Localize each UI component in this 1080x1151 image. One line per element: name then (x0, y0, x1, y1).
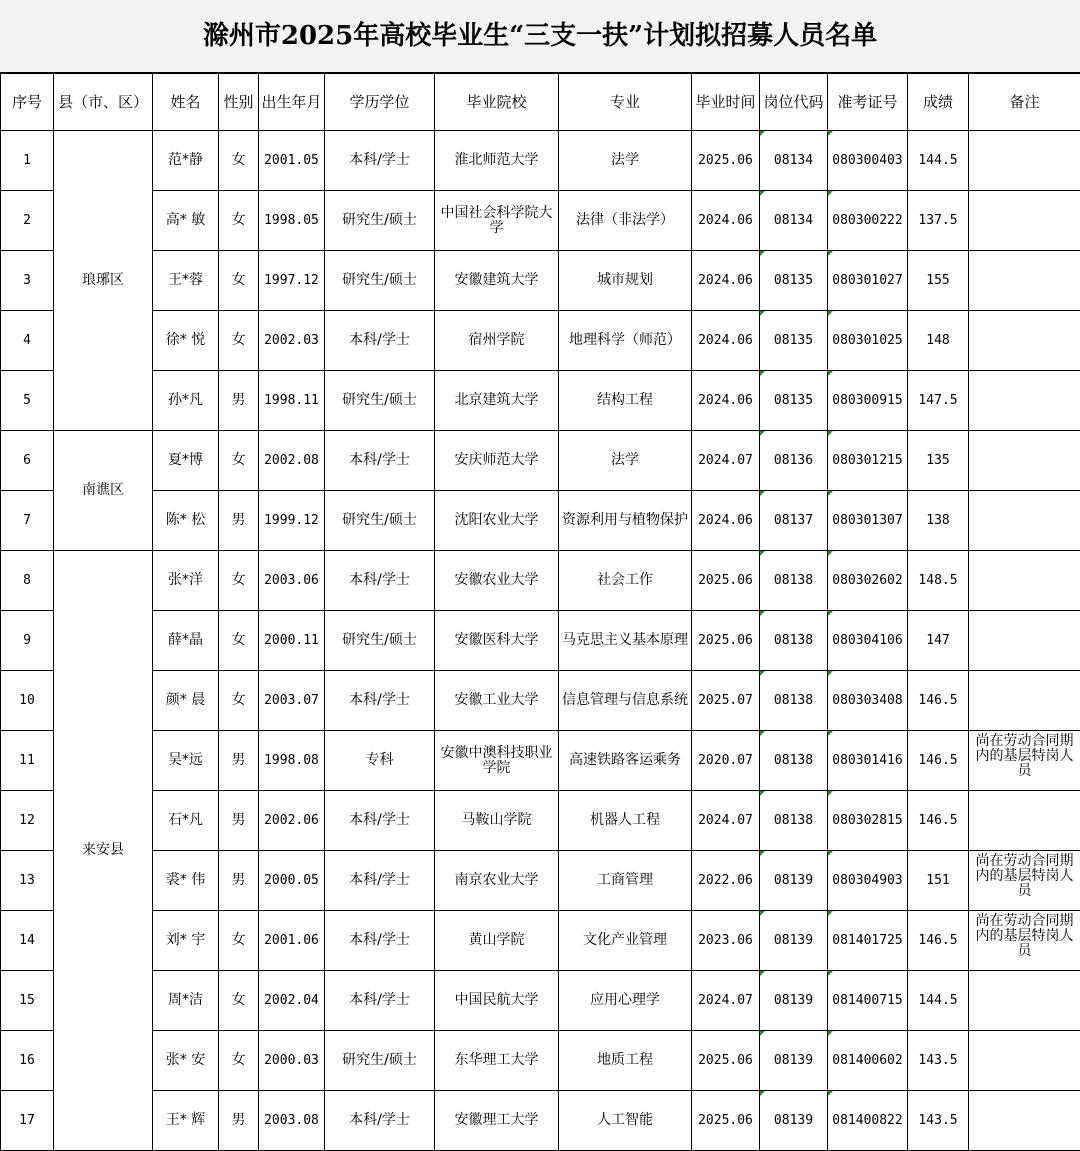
cell-major: 结构工程 (559, 371, 692, 431)
cell-post: 08139 (760, 971, 828, 1031)
cell-grad: 2025.07 (692, 671, 760, 731)
cell-school: 中国民航大学 (435, 971, 559, 1031)
cell-exam-id: 081400602 (828, 1031, 908, 1091)
cell-note (969, 431, 1080, 491)
cell-post: 08139 (760, 1091, 828, 1151)
cell-school: 北京建筑大学 (435, 371, 559, 431)
page-title: 滁州市2025年高校毕业生“三支一扶”计划拟招募人员名单 (0, 0, 1080, 73)
cell-gender: 女 (219, 671, 259, 731)
cell-name: 夏*博 (153, 431, 219, 491)
cell-grad: 2024.06 (692, 371, 760, 431)
cell-no: 1 (1, 131, 54, 191)
table-row (1, 611, 1080, 671)
cell-note (969, 371, 1080, 431)
cell-exam-id: 080301215 (828, 431, 908, 491)
cell-name: 陈* 松 (153, 491, 219, 551)
table-body (1, 131, 1080, 1151)
header-score: 成绩 (908, 74, 969, 131)
cell-birth: 1998.11 (259, 371, 325, 431)
cell-post: 08134 (760, 131, 828, 191)
cell-note (969, 791, 1080, 851)
table-row (1, 671, 1080, 731)
header-gender: 性别 (219, 74, 259, 131)
cell-score: 135 (908, 431, 969, 491)
cell-exam-id: 080300915 (828, 371, 908, 431)
cell-birth: 2002.08 (259, 431, 325, 491)
cell-major: 地理科学（师范） (559, 311, 692, 371)
cell-school: 安徽工业大学 (435, 671, 559, 731)
cell-birth: 2000.03 (259, 1031, 325, 1091)
table-row (1, 731, 1080, 791)
cell-birth: 1998.05 (259, 191, 325, 251)
cell-degree: 研究生/硕士 (325, 611, 435, 671)
cell-major: 机器人工程 (559, 791, 692, 851)
table-row (1, 431, 1080, 491)
cell-no: 5 (1, 371, 54, 431)
cell-name: 范*静 (153, 131, 219, 191)
cell-birth: 2001.05 (259, 131, 325, 191)
cell-major: 工商管理 (559, 851, 692, 911)
cell-grad: 2025.06 (692, 551, 760, 611)
cell-major: 资源利用与植物保护 (559, 491, 692, 551)
cell-note: 尚在劳动合同期内的基层特岗人员 (969, 731, 1080, 791)
cell-gender: 女 (219, 611, 259, 671)
cell-post: 08135 (760, 311, 828, 371)
cell-gender: 男 (219, 851, 259, 911)
cell-note (969, 131, 1080, 191)
cell-name: 颜* 晨 (153, 671, 219, 731)
cell-name: 周*洁 (153, 971, 219, 1031)
cell-name: 石*凡 (153, 791, 219, 851)
cell-score: 147.5 (908, 371, 969, 431)
cell-note: 尚在劳动合同期内的基层特岗人员 (969, 851, 1080, 911)
cell-post: 08138 (760, 791, 828, 851)
cell-birth: 2002.06 (259, 791, 325, 851)
table-row (1, 851, 1080, 911)
cell-grad: 2022.06 (692, 851, 760, 911)
cell-gender: 男 (219, 731, 259, 791)
cell-major: 法律（非法学） (559, 191, 692, 251)
cell-degree: 本科/学士 (325, 431, 435, 491)
cell-gender: 女 (219, 311, 259, 371)
cell-degree: 研究生/硕士 (325, 1031, 435, 1091)
cell-county: 琅琊区 (54, 131, 153, 431)
table-row (1, 491, 1080, 551)
cell-major: 应用心理学 (559, 971, 692, 1031)
cell-name: 王* 辉 (153, 1091, 219, 1151)
table-row (1, 971, 1080, 1031)
cell-score: 146.5 (908, 911, 969, 971)
cell-name: 高* 敏 (153, 191, 219, 251)
cell-degree: 研究生/硕士 (325, 191, 435, 251)
cell-birth: 2003.08 (259, 1091, 325, 1151)
cell-score: 155 (908, 251, 969, 311)
cell-gender: 女 (219, 1031, 259, 1091)
cell-no: 17 (1, 1091, 54, 1151)
cell-school: 宿州学院 (435, 311, 559, 371)
cell-school: 安徽中澳科技职业学院 (435, 731, 559, 791)
cell-exam-id: 080300403 (828, 131, 908, 191)
cell-note (969, 611, 1080, 671)
header-post-code: 岗位代码 (760, 74, 828, 131)
cell-post: 08139 (760, 1031, 828, 1091)
cell-birth: 2001.06 (259, 911, 325, 971)
cell-gender: 女 (219, 191, 259, 251)
header-grad-time: 毕业时间 (692, 74, 760, 131)
cell-no: 9 (1, 611, 54, 671)
cell-major: 信息管理与信息系统 (559, 671, 692, 731)
table-row (1, 911, 1080, 971)
cell-birth: 2000.05 (259, 851, 325, 911)
cell-major: 法学 (559, 131, 692, 191)
cell-birth: 2002.03 (259, 311, 325, 371)
cell-post: 08136 (760, 431, 828, 491)
cell-exam-id: 080301027 (828, 251, 908, 311)
header-name: 姓名 (153, 74, 219, 131)
cell-birth: 1999.12 (259, 491, 325, 551)
cell-birth: 2002.04 (259, 971, 325, 1031)
cell-name: 吴*远 (153, 731, 219, 791)
table-row (1, 131, 1080, 191)
cell-major: 地质工程 (559, 1031, 692, 1091)
cell-county: 南谯区 (54, 431, 153, 551)
cell-gender: 女 (219, 971, 259, 1031)
cell-post: 08139 (760, 851, 828, 911)
cell-school: 沈阳农业大学 (435, 491, 559, 551)
cell-grad: 2025.06 (692, 611, 760, 671)
cell-exam-id: 080304903 (828, 851, 908, 911)
cell-degree: 本科/学士 (325, 971, 435, 1031)
cell-grad: 2025.06 (692, 1031, 760, 1091)
cell-major: 城市规划 (559, 251, 692, 311)
cell-school: 安庆师范大学 (435, 431, 559, 491)
cell-exam-id: 081400822 (828, 1091, 908, 1151)
cell-birth: 2003.07 (259, 671, 325, 731)
cell-major: 法学 (559, 431, 692, 491)
cell-score: 144.5 (908, 971, 969, 1031)
cell-note (969, 191, 1080, 251)
cell-gender: 男 (219, 1091, 259, 1151)
table-row (1, 791, 1080, 851)
cell-no: 11 (1, 731, 54, 791)
cell-gender: 女 (219, 251, 259, 311)
cell-degree: 本科/学士 (325, 911, 435, 971)
cell-grad: 2024.06 (692, 311, 760, 371)
cell-no: 14 (1, 911, 54, 971)
cell-degree: 本科/学士 (325, 131, 435, 191)
cell-major: 马克思主义基本原理 (559, 611, 692, 671)
cell-post: 08134 (760, 191, 828, 251)
cell-note (969, 1091, 1080, 1151)
cell-grad: 2024.07 (692, 791, 760, 851)
cell-post: 08135 (760, 371, 828, 431)
cell-school: 中国社会科学院大学 (435, 191, 559, 251)
cell-exam-id: 080301416 (828, 731, 908, 791)
cell-score: 143.5 (908, 1031, 969, 1091)
cell-score: 144.5 (908, 131, 969, 191)
cell-degree: 本科/学士 (325, 851, 435, 911)
cell-name: 刘* 宇 (153, 911, 219, 971)
cell-grad: 2024.06 (692, 191, 760, 251)
cell-school: 淮北师范大学 (435, 131, 559, 191)
cell-note: 尚在劳动合同期内的基层特岗人员 (969, 911, 1080, 971)
cell-major: 高速铁路客运乘务 (559, 731, 692, 791)
table-row (1, 1031, 1080, 1091)
cell-no: 10 (1, 671, 54, 731)
cell-note (969, 971, 1080, 1031)
cell-exam-id: 080300222 (828, 191, 908, 251)
cell-post: 08137 (760, 491, 828, 551)
header-degree: 学历学位 (325, 74, 435, 131)
cell-post: 08135 (760, 251, 828, 311)
header-note: 备注 (969, 74, 1080, 131)
header-birth: 出生年月 (259, 74, 325, 131)
cell-no: 13 (1, 851, 54, 911)
cell-score: 146.5 (908, 791, 969, 851)
cell-gender: 女 (219, 911, 259, 971)
cell-degree: 本科/学士 (325, 791, 435, 851)
cell-gender: 女 (219, 131, 259, 191)
header-school: 毕业院校 (435, 74, 559, 131)
cell-gender: 男 (219, 371, 259, 431)
header-no: 序号 (1, 74, 54, 131)
cell-exam-id: 080301025 (828, 311, 908, 371)
cell-post: 08138 (760, 551, 828, 611)
cell-grad: 2025.06 (692, 1091, 760, 1151)
cell-note (969, 1031, 1080, 1091)
cell-name: 裘* 伟 (153, 851, 219, 911)
table-row (1, 191, 1080, 251)
cell-score: 147 (908, 611, 969, 671)
cell-birth: 2000.11 (259, 611, 325, 671)
cell-name: 张*洋 (153, 551, 219, 611)
cell-school: 安徽建筑大学 (435, 251, 559, 311)
cell-grad: 2024.07 (692, 971, 760, 1031)
cell-birth: 1998.08 (259, 731, 325, 791)
cell-gender: 男 (219, 791, 259, 851)
cell-degree: 专科 (325, 731, 435, 791)
cell-degree: 研究生/硕士 (325, 491, 435, 551)
cell-major: 文化产业管理 (559, 911, 692, 971)
cell-no: 4 (1, 311, 54, 371)
cell-degree: 本科/学士 (325, 551, 435, 611)
cell-score: 138 (908, 491, 969, 551)
cell-no: 16 (1, 1031, 54, 1091)
cell-exam-id: 080302815 (828, 791, 908, 851)
cell-grad: 2023.06 (692, 911, 760, 971)
header-exam-id: 准考证号 (828, 74, 908, 131)
cell-birth: 2003.06 (259, 551, 325, 611)
cell-note (969, 551, 1080, 611)
cell-no: 15 (1, 971, 54, 1031)
header-major: 专业 (559, 74, 692, 131)
cell-gender: 女 (219, 551, 259, 611)
cell-exam-id: 080302602 (828, 551, 908, 611)
cell-grad: 2025.06 (692, 131, 760, 191)
cell-major: 社会工作 (559, 551, 692, 611)
cell-no: 7 (1, 491, 54, 551)
cell-grad: 2024.06 (692, 251, 760, 311)
cell-post: 08138 (760, 671, 828, 731)
cell-score: 148 (908, 311, 969, 371)
cell-no: 6 (1, 431, 54, 491)
cell-no: 12 (1, 791, 54, 851)
table-row (1, 311, 1080, 371)
cell-school: 安徽农业大学 (435, 551, 559, 611)
cell-post: 08138 (760, 731, 828, 791)
cell-school: 安徽理工大学 (435, 1091, 559, 1151)
cell-grad: 2024.06 (692, 491, 760, 551)
cell-score: 151 (908, 851, 969, 911)
cell-name: 张* 安 (153, 1031, 219, 1091)
cell-degree: 研究生/硕士 (325, 251, 435, 311)
cell-no: 2 (1, 191, 54, 251)
cell-name: 孙*凡 (153, 371, 219, 431)
cell-name: 薛*晶 (153, 611, 219, 671)
table-row (1, 251, 1080, 311)
cell-exam-id: 080303408 (828, 671, 908, 731)
cell-birth: 1997.12 (259, 251, 325, 311)
cell-school: 安徽医科大学 (435, 611, 559, 671)
cell-note (969, 671, 1080, 731)
cell-post: 08139 (760, 911, 828, 971)
cell-name: 徐* 悦 (153, 311, 219, 371)
recruitment-table (0, 73, 1080, 1151)
cell-exam-id: 081400715 (828, 971, 908, 1031)
cell-exam-id: 081401725 (828, 911, 908, 971)
table-row (1, 371, 1080, 431)
header-county: 县（市、区） (54, 74, 153, 131)
cell-school: 南京农业大学 (435, 851, 559, 911)
cell-score: 137.5 (908, 191, 969, 251)
cell-note (969, 311, 1080, 371)
cell-no: 8 (1, 551, 54, 611)
table-row (1, 1091, 1080, 1151)
cell-school: 黄山学院 (435, 911, 559, 971)
cell-score: 146.5 (908, 671, 969, 731)
cell-school: 东华理工大学 (435, 1031, 559, 1091)
cell-note (969, 251, 1080, 311)
cell-grad: 2024.07 (692, 431, 760, 491)
cell-note (969, 491, 1080, 551)
cell-degree: 研究生/硕士 (325, 371, 435, 431)
cell-score: 146.5 (908, 731, 969, 791)
cell-exam-id: 080301307 (828, 491, 908, 551)
cell-exam-id: 080304106 (828, 611, 908, 671)
cell-score: 143.5 (908, 1091, 969, 1151)
cell-no: 3 (1, 251, 54, 311)
cell-gender: 男 (219, 491, 259, 551)
cell-name: 王*蓉 (153, 251, 219, 311)
cell-major: 人工智能 (559, 1091, 692, 1151)
cell-school: 马鞍山学院 (435, 791, 559, 851)
cell-county: 来安县 (54, 551, 153, 1151)
table-header-row (1, 74, 1080, 131)
cell-degree: 本科/学士 (325, 1091, 435, 1151)
cell-degree: 本科/学士 (325, 311, 435, 371)
table-row (1, 551, 1080, 611)
cell-gender: 女 (219, 431, 259, 491)
cell-score: 148.5 (908, 551, 969, 611)
cell-grad: 2020.07 (692, 731, 760, 791)
cell-degree: 本科/学士 (325, 671, 435, 731)
cell-post: 08138 (760, 611, 828, 671)
